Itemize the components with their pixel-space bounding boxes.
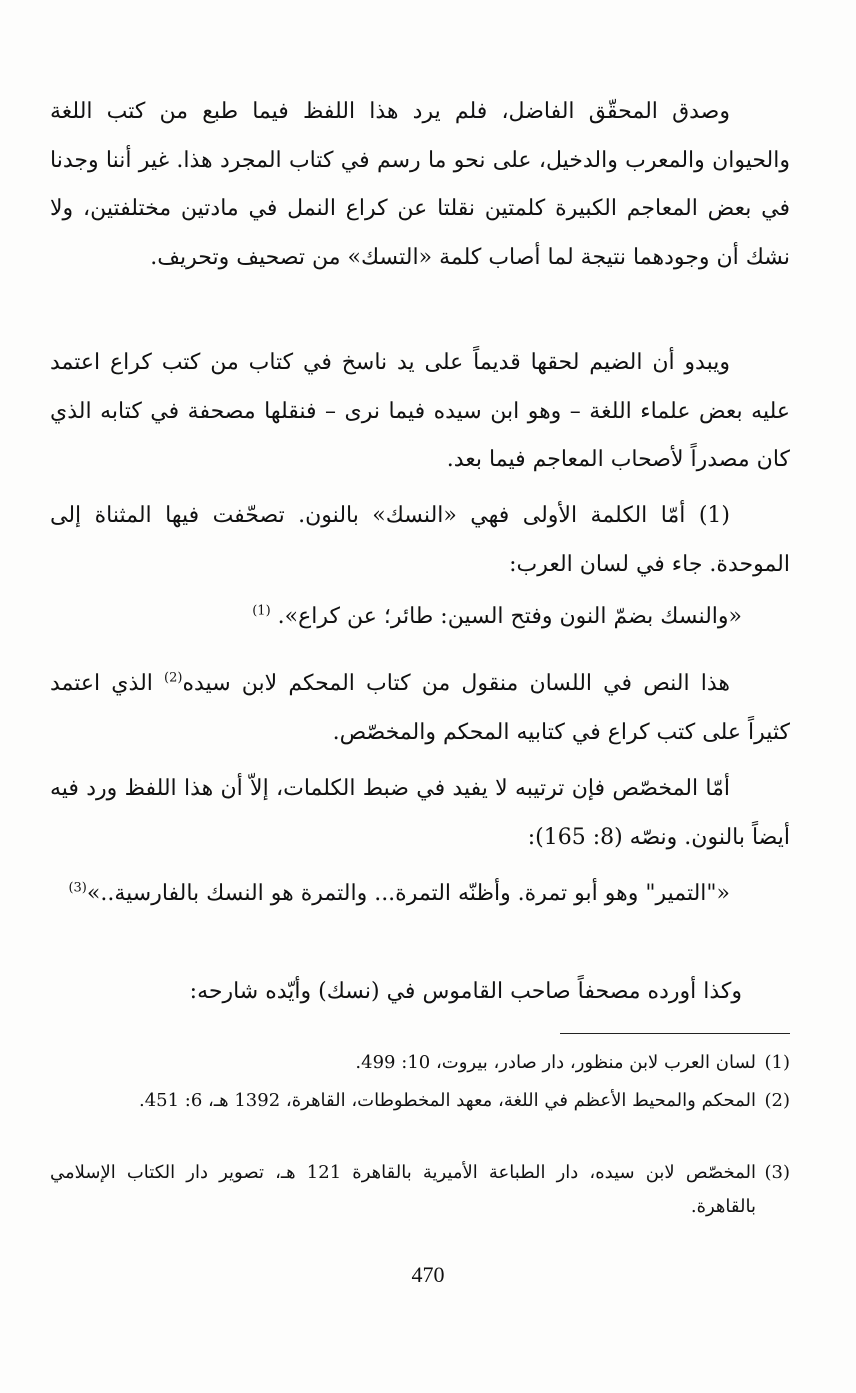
- footnote-3: [50, 1156, 790, 1224]
- paragraph-6: وكذا أورده مصحفاً صاحب القاموس في (نسك) وأيّده شارحه:: [189, 979, 742, 1004]
- page-number: 470: [411, 1262, 445, 1287]
- footnote-3-number: (3): [764, 1162, 790, 1183]
- quotation-mukhassas-text: «"التمير" وهو أبو تمرة. وأظنّه التمرة... والتمرة هو النسك بالفارسية..»: [86, 881, 730, 906]
- paragraph-5: أمّا المخصّص فإن ترتيبه لا يفيد في ضبط الكلمات، إلاّ أن هذا اللفظ ورد فيه أيضاً بالنون. ونصّه (8: 165):: [50, 776, 790, 850]
- footnote-2-text: المحكم والمحيط الأعظم في اللغة، معهد المخطوطات، القاهرة، 1392 هـ، 6: 451.: [138, 1090, 756, 1111]
- footnote-ref-2: (2): [164, 670, 183, 686]
- footnote-1: [50, 1046, 790, 1080]
- quotation-lisan-text: «والنسك بضمّ النون وفتح السين: طائر؛ عن كراع».: [277, 604, 742, 629]
- paragraph-4-part-2: الذي اعتمد كثيراً على كتب كراع في كتابيه المحكم والمخصّص.: [50, 671, 790, 745]
- footnote-1-text: لسان العرب لابن منظور، دار صادر، بيروت، 10: 499.: [355, 1052, 756, 1073]
- footnote-2-number: (2): [764, 1090, 790, 1111]
- paragraph-1: وصدق المحقّق الفاضل، فلم يرد هذا اللفظ فيما طبع من كتب اللغة والحيوان والمعرب والدخيل، على نحو ما رسم في كتاب المجرد هذا. غير أننا وجدنا في بعض المعاجم الكبيرة كلمتين نقلتا عن كراع النمل في مادتين مختلفتين، ولا نشك أن وجودهما نتيجة لما أصاب كلمة «التسك» من تصحيف وتحريف.: [50, 99, 790, 270]
- footnote-separator: [560, 1033, 790, 1034]
- footnote-2: [50, 1084, 790, 1118]
- paragraph-4-part-1: هذا النص في اللسان منقول من كتاب المحكم لابن سيده: [182, 671, 731, 696]
- footnote-3-text: المخصّص لابن سيده، دار الطباعة الأميرية بالقاهرة 121 هـ، تصوير دار الكتاب الإسلامي بالقاهرة.: [50, 1162, 756, 1217]
- footnote-1-number: (1): [764, 1052, 790, 1073]
- paragraph-2: ويبدو أن الضيم لحقها قديماً على يد ناسخ في كتاب من كتب كراع اعتمد عليه بعض علماء اللغة – وهو ابن سيده فيما نرى – فنقلها مصحفة في كتابه الذي كان مصدراً لأصحاب المعاجم فيما بعد.: [50, 350, 790, 472]
- paragraph-3: (1) أمّا الكلمة الأولى فهي «النسك» بالنون. تصحّفت فيها المثناة إلى الموحدة. جاء في لسان العرب:: [50, 503, 790, 577]
- quotation-mukhassas: [50, 870, 790, 919]
- quotation-lisan: [50, 593, 790, 642]
- footnote-ref-3: (3): [68, 880, 87, 896]
- paragraph-4: [50, 660, 790, 757]
- footnote-ref-1: (1): [252, 603, 271, 619]
